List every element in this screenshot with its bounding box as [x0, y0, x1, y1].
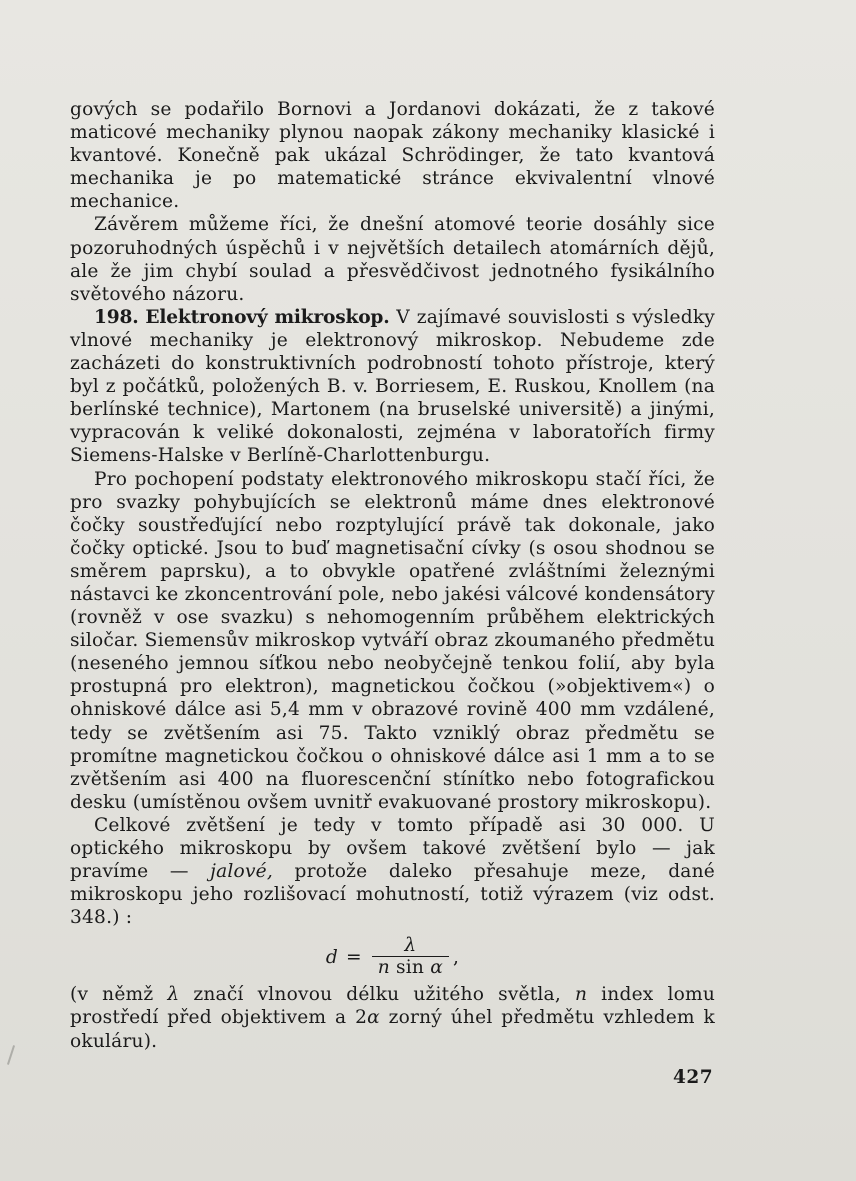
formula-equals: =: [345, 946, 362, 968]
explanation-two: 2: [355, 1007, 368, 1029]
magnification-text-b: protože daleko přesahuje meze, dané mikroskopu jeho rozlišovací mohutností, totiž výrazem (viz odst. 348.) :: [70, 861, 715, 929]
magnification-text-a: Celkové zvětšení je tedy v tomto případě asi 30 000. U optického mikroskopu by ovšem takové zvětšení bylo — jak pravíme —: [70, 814, 715, 883]
explanation-text-c: index lomu prostředí před objektivem a: [70, 984, 715, 1029]
formula-alpha: α: [430, 956, 444, 978]
explanation-text-a: (v němž: [70, 984, 154, 1006]
paragraph-principle: Pro pochopení podstaty elektronového mikroskopu stačí říci, že pro svazky pohybujících se elektronů máme dnes elektronové čočky soustřeďující nebo rozptylující právě tak dokonale, jako čočky optické. Jsou to buď magnetisační cívky (s osou shodnou se směrem paprsku), a to obvykle opatřené zvláštními železnými nástavci ke zkoncentrování pole, nebo jakési válcové kondensátory (rovněž v ose svazku) s nehomogenním průběhem elektrických siločar. Siemensův mikroskop vytváří obraz zkoumaného předmětu (neseného jemnou síťkou nebo neobyčejně tenkou folií, aby byla prostupná pro elektron), magnetickou čočkou (»objektivem«) o ohniskové dálce asi 5,4 mm v obrazové rovině 400 mm vzdálené, tedy se zvětšením asi 75. Takto vzniklý obraz předmětu se promítne magnetickou čočkou o ohniskové dálce asi 1 mm a to se zvětšením asi 400 na fluorescenční stínítko nebo fotografickou desku (umístěnou ovšem uvnitř evakuované prostory mikroskopu).: [70, 468, 715, 813]
page-number: 427: [673, 1067, 714, 1088]
explanation-text-b: značí vlnovou délku užitého světla,: [193, 984, 561, 1006]
explanation-alpha: α: [367, 1007, 380, 1029]
formula-n: n: [377, 956, 390, 978]
explanation-lambda: λ: [167, 984, 180, 1006]
paragraph-formula-explanation: [70, 983, 715, 1052]
paragraph-magnification: [70, 814, 715, 929]
body-text: [70, 98, 715, 1053]
section-heading: 198. Elektronový mikroskop.: [94, 306, 390, 328]
formula-lhs: d: [325, 946, 338, 968]
formula-numerator: λ: [404, 934, 417, 956]
explanation-text-d: zorný úhel předmětu vzhledem k okuláru).: [70, 1007, 715, 1052]
paragraph-section-198: [70, 306, 715, 468]
section-body: V zajímavé souvislosti s výsledky vlnové mechaniky je elektronový mikroskop. Nebudeme zde zacházeti do konstruktivních podrobností tohoto přístroje, který byl z počátků, položených B. v. Borriesem, E. Ruskou, Knollem (na berlínské technice), Martonem (na bruselské universitě) a jinými, vypracován k veliké dokonalosti, zejména v laboratořích firmy Siemens-Halske v Berlíně-Charlottenburgu.: [70, 306, 715, 467]
explanation-n: n: [574, 984, 588, 1006]
paragraph-continuation: gových se podařilo Bornovi a Jordanovi dokázati, že z takové maticové mechaniky plynou naopak zákony mechaniky klasické i kvantové. Konečně pak ukázal Schrödinger, že tato kvantová mechanika je po matematické stránce ekvivalentní vlnové mechanice.: [70, 99, 715, 213]
resolution-formula: [70, 935, 715, 979]
formula-fraction: [372, 936, 449, 979]
margin-mark: [7, 1045, 15, 1065]
formula-sin: sin: [396, 956, 425, 978]
formula-comma: ,: [453, 946, 460, 968]
formula-denominator: [372, 956, 449, 979]
paragraph-conclusion: Závěrem můžeme říci, že dnešní atomové teorie dosáhly sice pozoruhodných úspěchů i v největších detailech atomárních dějů, ale že jim chybí soulad a přesvědčivost jednotného fysikálního světového názoru.: [70, 214, 715, 305]
magnification-italic: jalové,: [210, 861, 273, 883]
